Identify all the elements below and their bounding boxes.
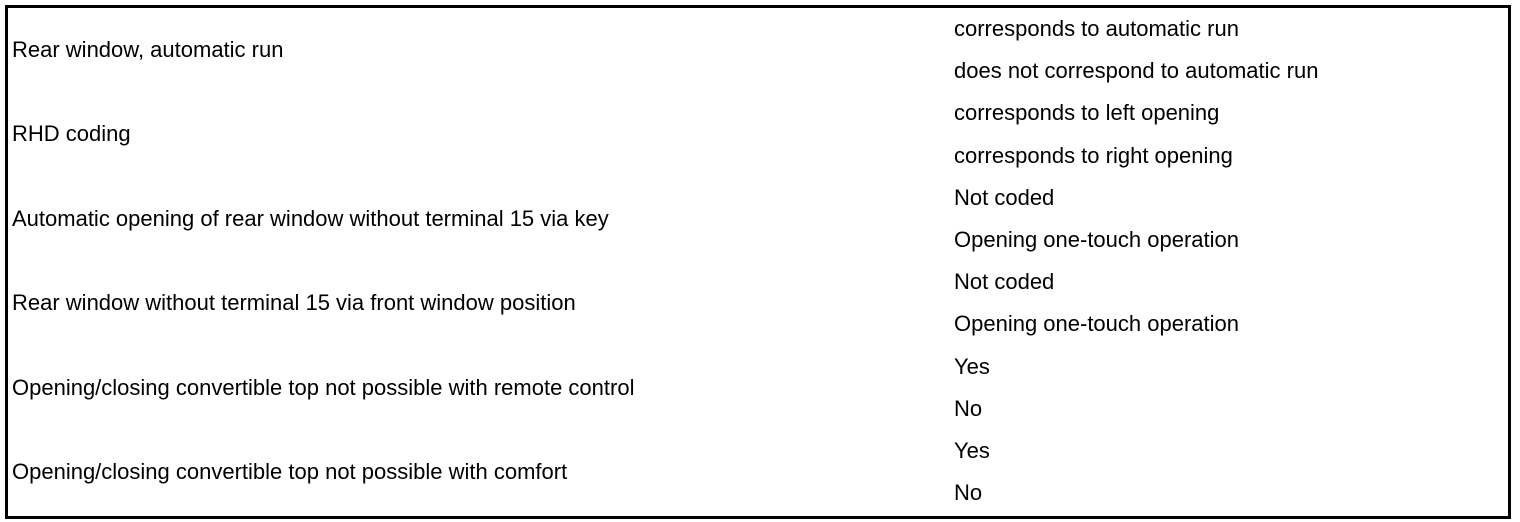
option-value: corresponds to right opening — [954, 142, 1233, 168]
row-label: Rear window, automatic run — [12, 37, 284, 62]
row-options — [954, 92, 1494, 176]
option-value: does not correspond to automatic run — [954, 58, 1319, 84]
option-value: Not coded — [954, 269, 1055, 295]
table-rows — [8, 8, 1508, 514]
table-row — [8, 8, 1508, 92]
row-label: Opening/closing convertible top not possible with comfort — [12, 458, 568, 484]
row-label: Opening/closing convertible top not possible with remote control — [12, 374, 635, 400]
option-value: No — [954, 480, 983, 506]
table-row — [8, 346, 1508, 430]
row-options — [954, 261, 1494, 345]
option-value: Yes — [954, 437, 990, 463]
option-value: No — [954, 395, 983, 421]
table-row — [8, 261, 1508, 345]
option-value: corresponds to left opening — [954, 100, 1220, 126]
row-options — [954, 346, 1494, 430]
coding-table — [5, 5, 1511, 519]
row-options — [954, 177, 1494, 261]
table-row — [8, 177, 1508, 261]
row-label: Automatic opening of rear window without terminal 15 via key — [12, 205, 609, 231]
table-row — [8, 92, 1508, 176]
option-value: Opening one-touch operation — [954, 226, 1239, 252]
row-label: Rear window without terminal 15 via front window position — [12, 290, 576, 316]
table-row — [8, 430, 1508, 514]
option-value: Not coded — [954, 184, 1055, 210]
row-options — [954, 8, 1494, 92]
row-options — [954, 430, 1494, 514]
option-value: Opening one-touch operation — [954, 311, 1239, 337]
option-value: Yes — [954, 353, 990, 379]
row-label: RHD coding — [12, 121, 131, 147]
option-value: corresponds to automatic run — [954, 16, 1239, 41]
